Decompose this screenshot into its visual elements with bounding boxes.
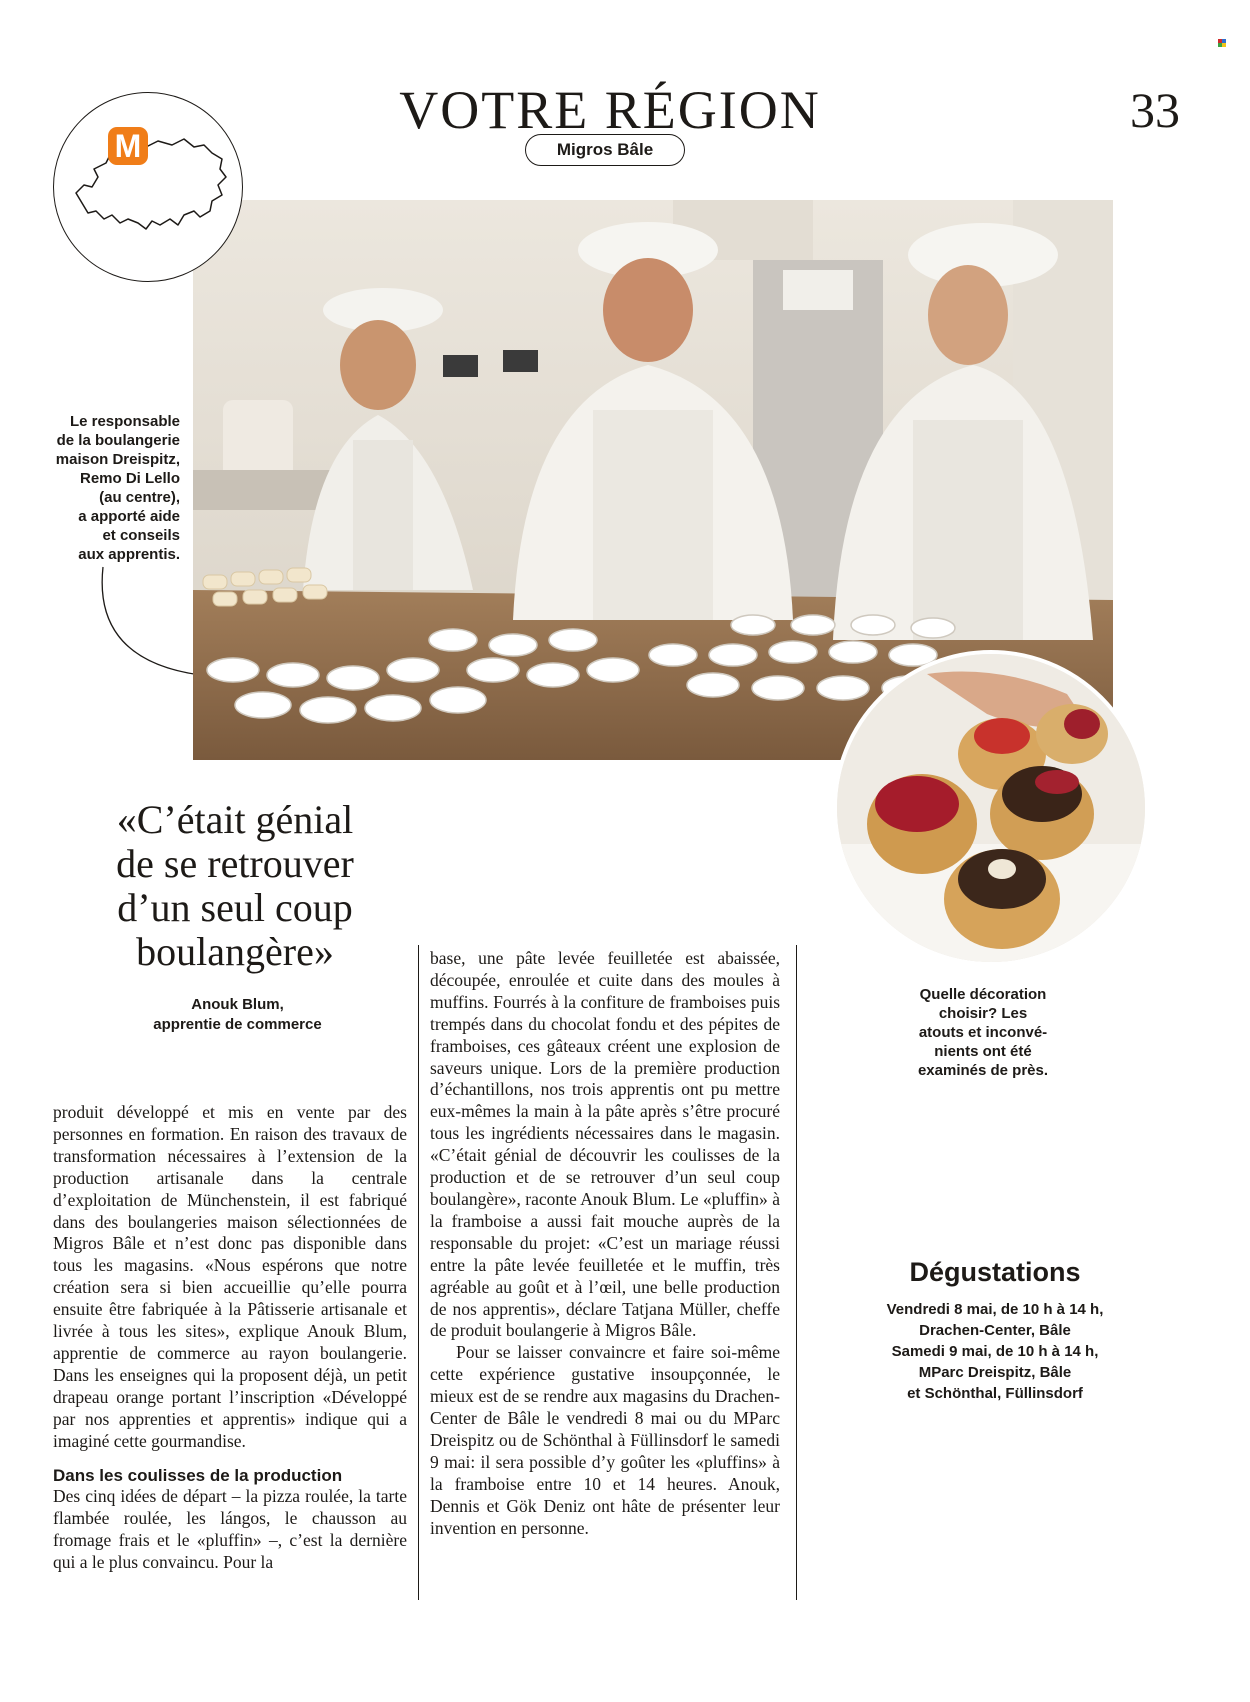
caption-line: examinés de près.	[917, 1062, 1049, 1079]
caption-line: a apporté aide	[78, 508, 180, 525]
caption-line: atouts et inconvé-	[918, 1024, 1048, 1041]
article-paragraph: Des cinq idées de départ – la pizza roulée, la tarte flambée roulée, les lángos, le chausson au fromage frais et le «pluffin» –, c’est la dernière qui a le plus convaincu. Pour la	[53, 1486, 407, 1573]
column-divider	[418, 945, 419, 1600]
article-column-2	[430, 948, 780, 1539]
caption-line: de la boulangerie	[56, 432, 180, 449]
page-number: 33	[1130, 82, 1180, 138]
caption-line: Le responsable	[69, 413, 180, 430]
quote-line: de se retrouver	[116, 841, 354, 886]
quote-line: «C’était génial	[116, 797, 354, 842]
color-marker-icon	[1218, 34, 1226, 42]
caption-line: aux apprentis.	[78, 546, 180, 563]
attribution-name: Anouk Blum,	[191, 996, 284, 1013]
article-paragraph: produit développé et mis en vente par des personnes en formation. En raison des travaux de transformation nécessaires à l’extension de la production artisanale dans la centrale d’exploitation de Münchenstein, il est fabriqué dans des boulangeries maison sélectionnées de Migros Bâle et n’est donc pas disponible dans tous les magasins. «Nous espérons que notre création sera si bien accueillie qu’elle pourra ensuite être fabriquée à la Pâtisserie artisanale et livrée à tous les sites», explique Anouk Blum, apprentie de commerce au rayon boulangerie. Dans les enseignes qui la proposent déjà, un petit drapeau orange portant l’inscription «Développé par nos apprenties et apprentis» indique qui a imaginé cette gourmandise.	[53, 1102, 407, 1451]
article-subheading: Dans les coulisses de la production	[53, 1465, 343, 1485]
quote-line: boulangère»	[136, 929, 334, 974]
pluffin-closeup-photo	[833, 650, 1149, 966]
tasting-date: Samedi 9 mai, de 10 h à 14 h,	[891, 1343, 1099, 1360]
article-paragraph: Pour se laisser convaincre et faire soi-même cette expérience gustative insoupçonnée, le mieux est de se rendre aux magasins du Drachen-Center de Bâle le vendredi 8 mai ou du MParc Dreispitz ou de Schönthal à Füllinsdorf le samedi 9 mai: il sera possible d’y goûter les «pluffins» à la framboise entre 10 et 14 heures. Anouk, Dennis et Gök Deniz ont hâte de présenter leur invention en personne.	[430, 1342, 780, 1538]
pull-quote	[70, 798, 400, 974]
tastings-list	[860, 1300, 1130, 1405]
round-photo-caption	[898, 985, 1068, 1080]
section-title: VOTRE RÉGION	[399, 80, 821, 140]
tasting-event	[860, 1300, 1130, 1340]
tasting-event	[860, 1342, 1130, 1403]
tasting-location: et Schönthal, Füllinsdorf	[907, 1385, 1083, 1402]
section-subtitle-pill: Migros Bâle	[525, 134, 685, 166]
tasting-date: Vendredi 8 mai, de 10 h à 14 h,	[886, 1301, 1104, 1318]
column-divider	[796, 945, 797, 1600]
migros-logo-letter: M	[114, 128, 142, 164]
tastings-heading: Dégustations	[909, 1257, 1081, 1287]
main-photo-caption	[30, 412, 180, 564]
caption-line: nients ont été	[934, 1043, 1032, 1060]
caption-line: Quelle décoration	[919, 986, 1047, 1003]
article-column-1	[53, 1102, 407, 1574]
article-paragraph: base, une pâte levée feuilletée est abaissée, découpée, enroulée et cuite dans des moules à muffins. Fourrés à la confiture de framboises puis trempés dans du chocolat fondu et des pépites de framboises, ces gâteaux créent une explosion de saveurs unique. Lors de la première production d’échantillons, nos trois apprentis ont pu mettre eux-mêmes la main à la pâte après s’être procuré tous les ingrédients nécessaires dans le magasin. «C’était génial de découvrir les coulisses de la production et de se retrouver d’un seul coup boulangère», raconte Anouk Blum. Le «pluffin» à la framboise a aussi fait mouche auprès de la responsable du projet: «C’est un mariage réussi entre la pâte levée feuilletée et le muffin, très agréable au goût et à l’œil, une belle production de nos apprentis», déclare Tatjana Müller, cheffe de produit boulangerie à Migros Bâle.	[430, 948, 780, 1341]
caption-line: et conseils	[102, 527, 180, 544]
tasting-location: MParc Dreispitz, Bâle	[918, 1364, 1072, 1381]
quote-attribution	[95, 995, 380, 1035]
attribution-role: apprentie de commerce	[153, 1016, 322, 1033]
switzerland-map-icon	[54, 93, 242, 281]
caption-line: (au centre),	[99, 489, 180, 506]
region-map-badge	[53, 92, 243, 282]
quote-line: d’un seul coup	[117, 885, 353, 930]
tasting-location: Drachen-Center, Bâle	[919, 1322, 1071, 1339]
caption-line: maison Dreispitz,	[55, 451, 180, 468]
caption-line: Remo Di Lello	[79, 470, 180, 487]
caption-line: choisir? Les	[938, 1005, 1028, 1022]
